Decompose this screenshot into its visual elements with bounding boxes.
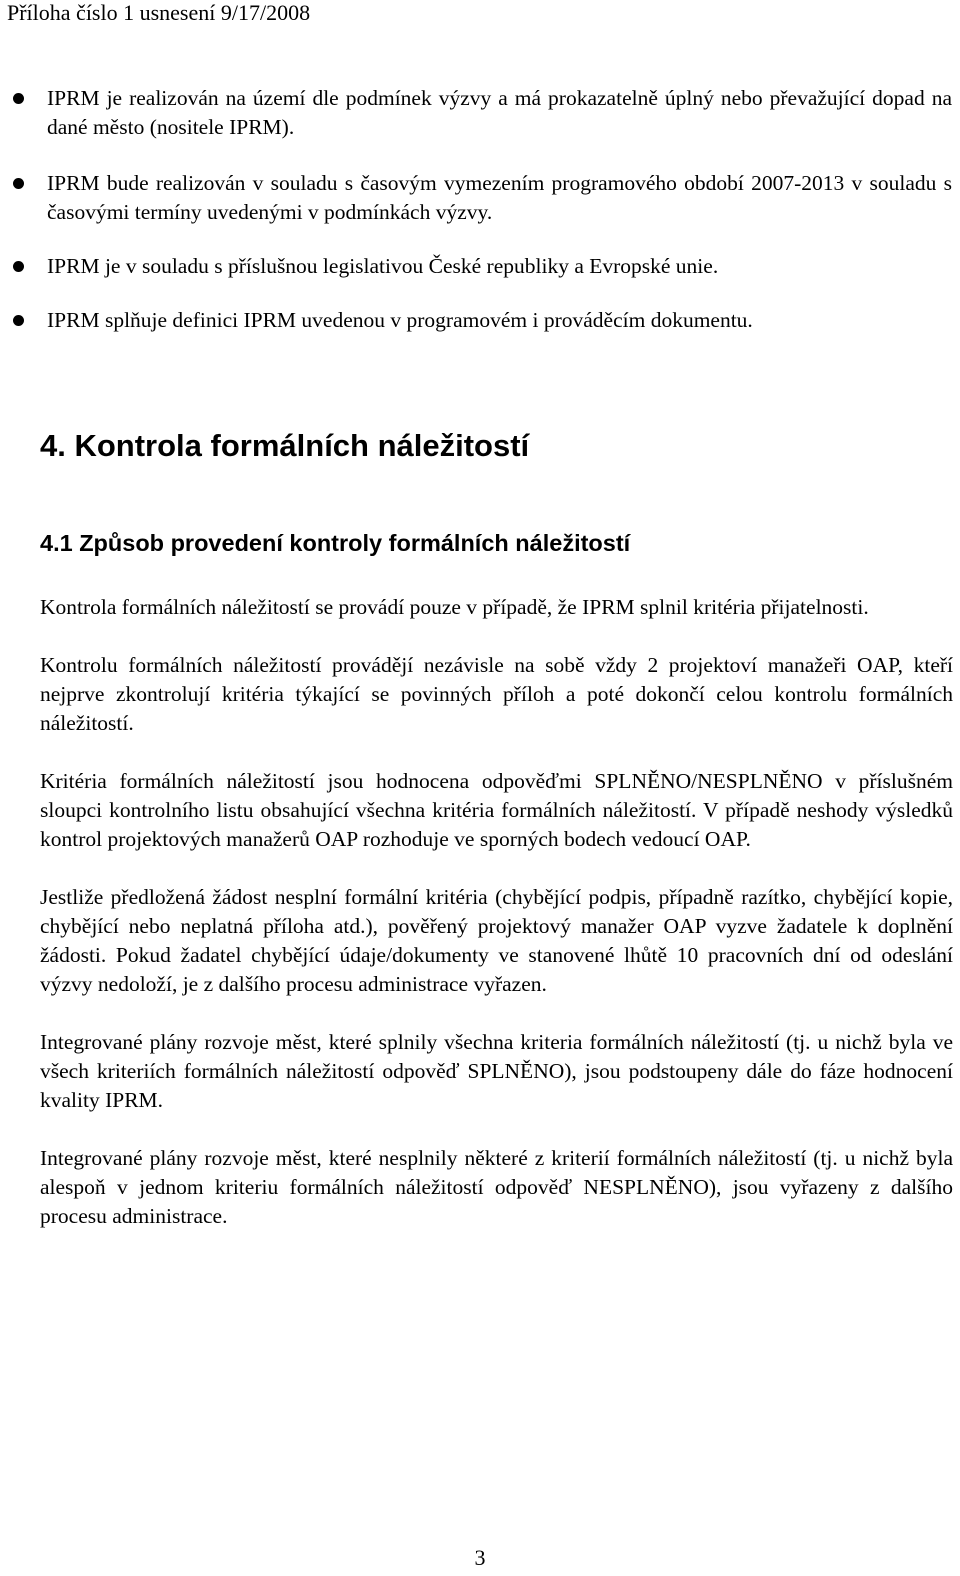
bullet-item xyxy=(0,84,952,142)
paragraph: Integrované plány rozvoje měst, které nesplnily některé z kriterií formálních náležitostí (tj. u nichž byla alespoň v jednom kriteriu formálních náležitostí odpověď NESPLNĚNO), jsou vyřazeny z dalšího procesu administrace. xyxy=(40,1146,953,1228)
bullet-text: IPRM je v souladu s příslušnou legislativou České republiky a Evropské unie. xyxy=(47,254,719,278)
bullet-item xyxy=(0,169,952,227)
bullet-item xyxy=(0,306,952,335)
subsection-heading: 4.1 Způsob provedení kontroly formálních náležitostí xyxy=(40,530,631,556)
paragraph: Kontrola formálních náležitostí se provádí pouze v případě, že IPRM splnil kritéria přijatelnosti. xyxy=(40,595,869,619)
paragraph: Kritéria formálních náležitostí jsou hodnocena odpověďmi SPLNĚNO/NESPLNĚNO v příslušném sloupci kontrolního listu obsahující všechna kritéria formálních náležitostí. V případě neshody výsledků kontrol projektových manažerů OAP rozhoduje ve sporných bodech vedoucí OAP. xyxy=(40,769,953,851)
paragraph: Integrované plány rozvoje měst, které splnily všechna kriteria formálních náležitostí (tj. u nichž byla ve všech kriteriích formálních náležitostí odpověď SPLNĚNO), jsou podstoupeny dále do fáze hodnocení kvality IPRM. xyxy=(40,1030,953,1112)
bullet-item xyxy=(0,252,952,281)
bullet-dot-icon xyxy=(13,315,24,326)
page-number: 3 xyxy=(474,1545,486,1570)
bullet-text: IPRM bude realizován v souladu s časovým vymezením programového období 2007-2013 v souladu s časovými termíny uvedenými v podmínkách výzvy. xyxy=(47,171,952,224)
bullet-text: IPRM je realizován na území dle podmínek výzvy a má prokazatelně úplný nebo převažující dopad na dané město (nositele IPRM). xyxy=(47,86,952,139)
bullet-dot-icon xyxy=(13,178,24,189)
bullet-list xyxy=(0,84,960,335)
bullet-dot-icon xyxy=(13,93,24,104)
body-text xyxy=(40,593,953,1231)
paragraph: Kontrolu formálních náležitostí provádějí nezávisle na sobě vždy 2 projektoví manažeři OAP, kteří nejprve zkontrolují kritéria týkající se povinných příloh a poté dokončí celou kontrolu formálních náležitostí. xyxy=(40,653,953,735)
bullet-text: IPRM splňuje definici IPRM uvedenou v programovém i prováděcím dokumentu. xyxy=(47,308,753,332)
paragraph: Jestliže předložená žádost nesplní formální kritéria (chybějící podpis, případně razítko, chybějící kopie, chybějící nebo neplatná příloha atd.), pověřený projektový manažer OAP vyzve žadatele k doplnění žádosti. Pokud žadatel chybějící údaje/dokumenty ve stanovené lhůtě 10 pracovních dní od odeslání výzvy nedoloží, je z dalšího procesu administrace vyřazen. xyxy=(40,885,953,996)
section-heading: 4. Kontrola formálních náležitostí xyxy=(40,428,530,463)
document-header: Příloha číslo 1 usnesení 9/17/2008 xyxy=(7,0,311,25)
bullet-dot-icon xyxy=(13,261,24,272)
